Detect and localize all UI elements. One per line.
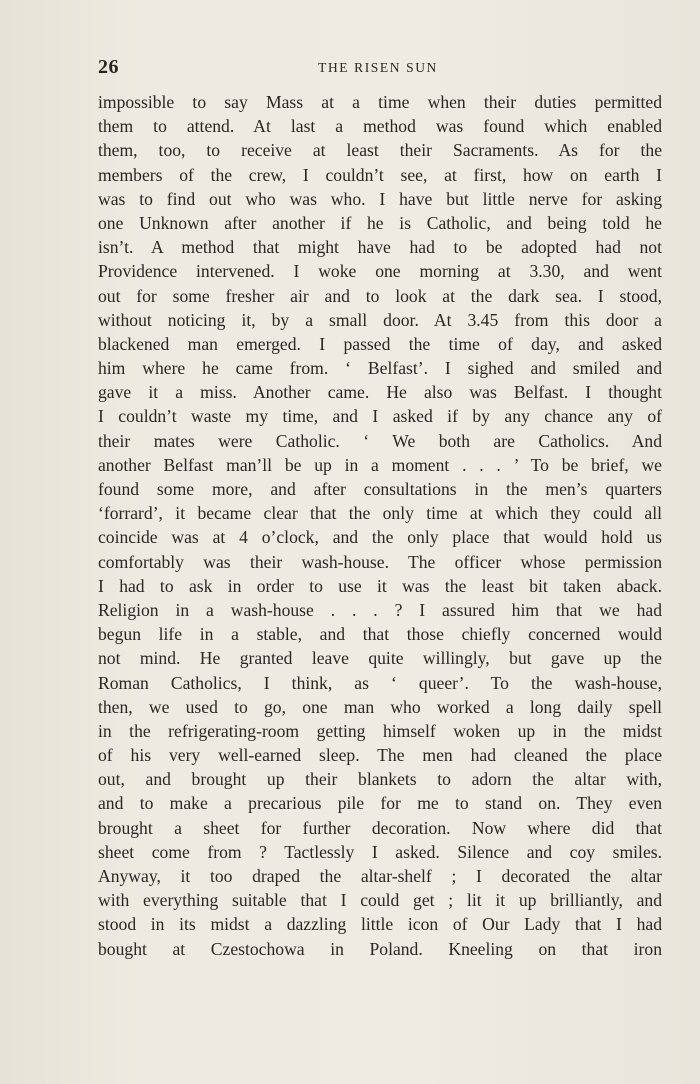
text-line: comfortably was their wash-house. The officer whose permission (98, 551, 662, 572)
text-line: them to attend. At last a method was found which enabled (98, 116, 662, 137)
text-line: ‘forrard’, it became clear that the only time at which they could all (98, 503, 662, 524)
text-line: isn’t. A method that might have had to be adopted had not (98, 237, 662, 258)
text-line: brought a sheet for further decoration. Now where did that (98, 817, 662, 838)
text-line: with everything suitable that I could get ; lit it up brilliantly, and (98, 890, 662, 911)
text-line: Providence intervened. I woke one morning at 3.30, and went (98, 261, 662, 282)
text-line: of his very well-earned sleep. The men had cleaned the place (98, 745, 662, 766)
text-line: I had to ask in order to use it was the least bit taken aback. (98, 575, 662, 596)
text-line: and to make a precarious pile for me to stand on. They even (98, 793, 662, 814)
text-line: them, too, to receive at least their Sacraments. As for the (98, 140, 662, 161)
text-line: another Belfast man’ll be up in a moment . . . ’ To be brief, we (98, 454, 662, 475)
text-line: not mind. He granted leave quite willingly, but gave up the (98, 648, 662, 669)
text-line: without noticing it, by a small door. At 3.45 from this door a (98, 309, 662, 330)
text-line: one Unknown after another if he is Catholic, and being told he (98, 212, 662, 233)
text-line: sheet come from ? Tactlessly I asked. Silence and coy smiles. (98, 841, 662, 862)
text-line: their mates were Catholic. ‘ We both are Catholics. And (98, 430, 662, 451)
page-header (98, 56, 658, 82)
text-line: members of the crew, I couldn’t see, at first, how on earth I (98, 164, 662, 185)
text-line: gave it a miss. Another came. He also was Belfast. I thought (98, 382, 662, 403)
text-line: I couldn’t waste my time, and I asked if by any chance any of (98, 406, 662, 427)
text-line: in the refrigerating-room getting himself woken up in the midst (98, 720, 662, 741)
page-number: 26 (98, 56, 119, 78)
text-line: out for some fresher air and to look at the dark sea. I stood, (98, 285, 662, 306)
text-line: bought at Czestochowa in Poland. Kneeling on that iron (98, 938, 662, 959)
running-title: THE RISEN SUN (318, 60, 438, 75)
body-text (98, 90, 662, 961)
text-line: was to find out who was who. I have but little nerve for asking (98, 188, 662, 209)
text-line: out, and brought up their blankets to adorn the altar with, (98, 769, 662, 790)
text-line: him where he came from. ‘ Belfast’. I sighed and smiled and (98, 358, 662, 379)
text-line: found some more, and after consultations in the men’s quarters (98, 479, 662, 499)
text-line: Religion in a wash-house . . . ? I assured him that we had (98, 599, 662, 620)
text-line: begun life in a stable, and that those chiefly concerned would (98, 624, 662, 645)
text-line: Roman Catholics, I think, as ‘ queer’. To the wash-house, (98, 672, 662, 693)
text-line: coincide was at 4 o’clock, and the only place that would hold us (98, 527, 662, 548)
text-line: impossible to say Mass at a time when their duties permitted (98, 92, 662, 112)
text-line: then, we used to go, one man who worked a long daily spell (98, 696, 662, 717)
text-line: Anyway, it too draped the altar-shelf ; I decorated the altar (98, 866, 662, 886)
text-line: blackened man emerged. I passed the time of day, and asked (98, 333, 662, 354)
text-line: stood in its midst a dazzling little icon of Our Lady that I had (98, 914, 662, 935)
